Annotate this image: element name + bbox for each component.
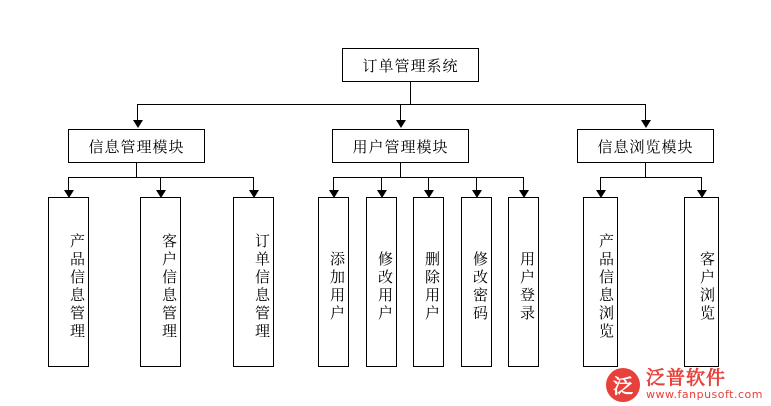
node-user-management-module [332,129,469,163]
connector-level2-bus [137,104,645,105]
node-delete-user-label: 删除用户 [423,251,441,323]
arrowhead-user-mgmt [396,120,406,128]
connector-drop-add-user [333,177,334,191]
node-delete-user [413,197,444,367]
node-customer-browse-label: 客户浏览 [698,251,716,323]
node-info-management-module [68,129,205,163]
node-add-user-label: 添加用户 [328,251,346,323]
connector-drop-delete-user [428,177,429,191]
node-info-management-module-label: 信息管理模块 [88,137,185,156]
brand-logo-icon [606,368,640,402]
connector-drop-user-mgmt [400,104,401,121]
connector-drop-change-password [476,177,477,191]
node-customer-info-management [140,197,181,367]
node-product-info-management [48,197,89,367]
node-user-login [508,197,539,367]
node-customer-info-management-label: 客户信息管理 [160,233,178,341]
connector-drop-edit-user [381,177,382,191]
connector-drop-order-info [253,177,254,191]
node-customer-browse [684,197,719,367]
watermark-text [646,368,763,402]
node-product-info-browse [583,197,618,367]
node-product-info-browse-label: 产品信息浏览 [597,233,615,341]
connector-drop-product-browse [600,177,601,191]
connector-drop-customer-browse [701,177,702,191]
node-change-password-label: 修改密码 [471,251,489,323]
connector-drop-customer-info [160,177,161,191]
arrowhead-info-browse [641,120,651,128]
connector-info-mgmt-stem [136,163,137,177]
node-edit-user-label: 修改用户 [376,251,394,323]
brand-logo-glyph: 泛 [613,374,634,399]
node-order-info-management-label: 订单信息管理 [253,233,271,341]
node-product-info-management-label: 产品信息管理 [68,233,86,341]
connector-info-browse-stem [645,163,646,177]
connector-root-stem [410,82,411,104]
connector-drop-product-info [68,177,69,191]
node-info-browse-module-label: 信息浏览模块 [597,137,694,156]
node-change-password [461,197,492,367]
brand-name: 泛普软件 [646,366,727,389]
connector-user-mgmt-stem [400,163,401,177]
watermark [606,368,763,402]
connector-info-browse-bus [600,177,701,178]
node-add-user [318,197,349,367]
connector-drop-info-mgmt [137,104,138,121]
node-user-login-label: 用户登录 [518,251,536,323]
brand-url: www.fanpusoft.com [646,388,763,402]
node-user-management-module-label: 用户管理模块 [352,137,449,156]
connector-drop-user-login [523,177,524,191]
node-root-label: 订单管理系统 [362,56,459,75]
node-info-browse-module [577,129,714,163]
node-root [342,48,479,82]
node-edit-user [366,197,397,367]
arrowhead-info-mgmt [133,120,143,128]
node-order-info-management [233,197,274,367]
connector-drop-info-browse [645,104,646,121]
